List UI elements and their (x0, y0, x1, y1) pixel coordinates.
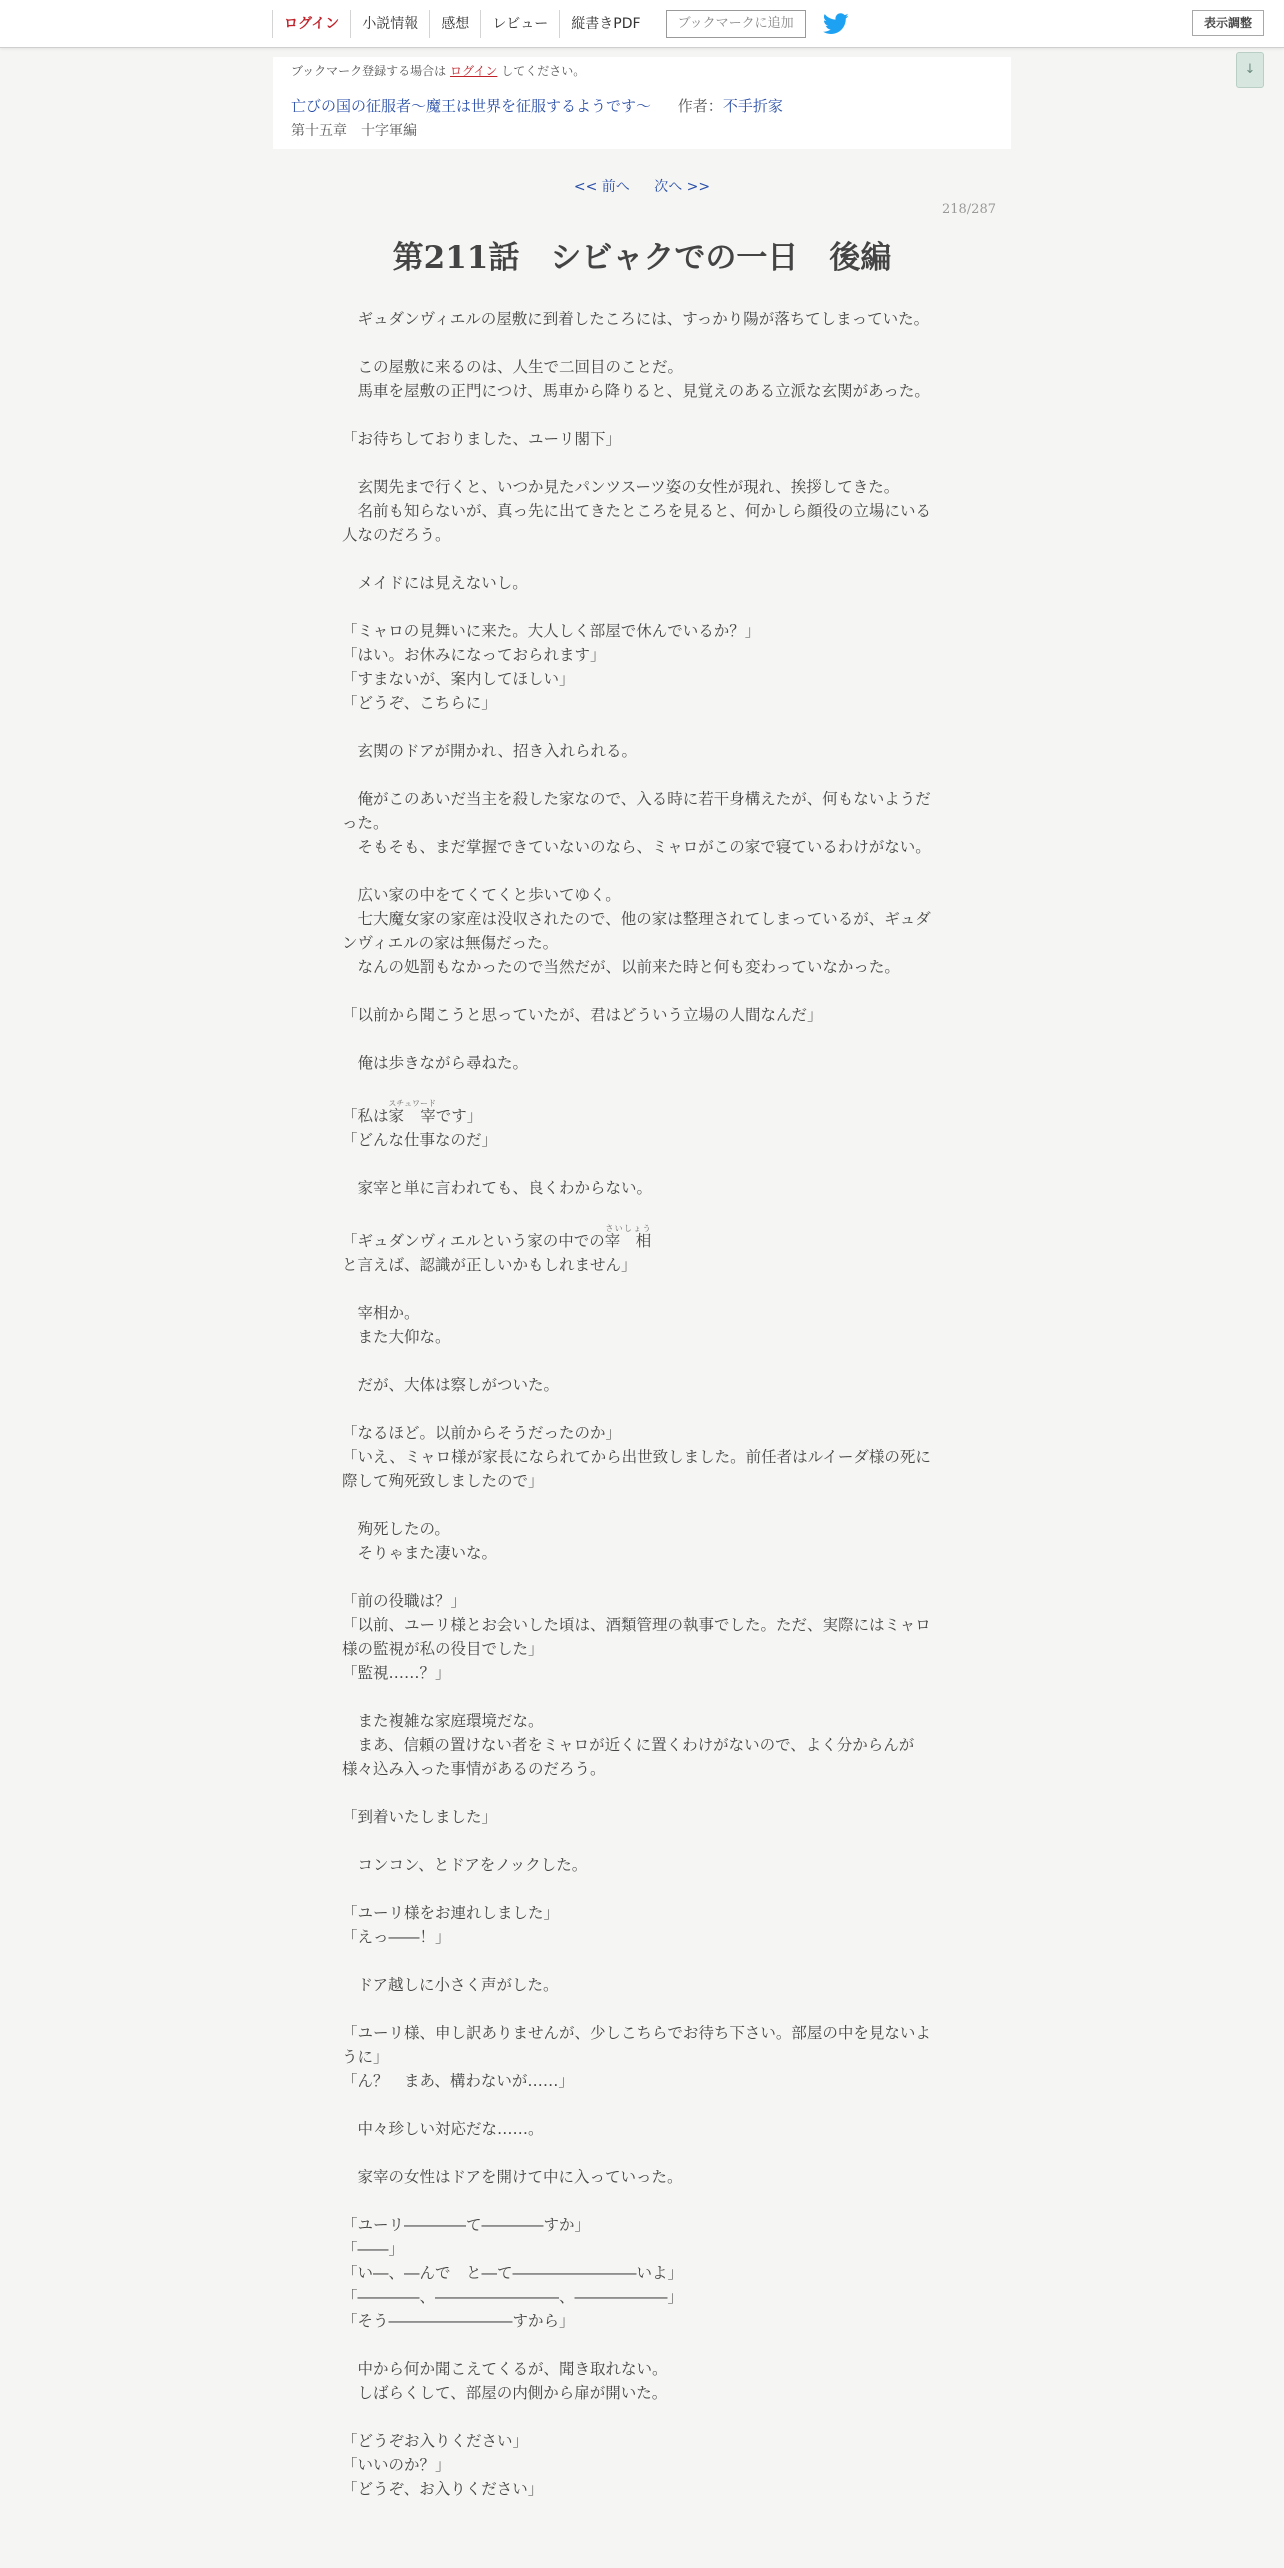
novel-info-box (273, 57, 1011, 149)
text-line: しばらくして、部屋の内側から扉が開いた。 (342, 2384, 668, 2402)
chapter-title: 第十五章 十字軍編 (291, 123, 417, 139)
text-line: 家宰と単に言われても、良くわからない。 (342, 1179, 653, 1197)
text-line (342, 1152, 942, 1176)
novel-body (342, 307, 942, 2501)
text-line (342, 1200, 942, 1224)
episode-count: 218/287 (941, 202, 996, 217)
text-line: 中々珍しい対応だな……。 (342, 2120, 544, 2138)
text-line (342, 1829, 942, 1853)
text-line (342, 1781, 942, 1805)
text-line: 「前の役職は？」 (342, 1592, 467, 1610)
text-line: 「――――、――――――――、――――――」 (342, 2288, 684, 2306)
text-line: 「ユーリ――――て――――すか」 (342, 2216, 591, 2234)
text-line (342, 2141, 942, 2165)
text-line: 「ミャロの見舞いに来た。大人しく部屋で休んでいるか？」 (342, 622, 761, 640)
text-line: 名前も知らないが、真っ先に出てきたところを見ると、何かしら顔役の立場にいる人なのだろう。 (342, 502, 932, 544)
text-line (342, 1027, 942, 1051)
prev-page-link[interactable]: << 前へ (573, 179, 630, 195)
text-line: 玄関のドアが開かれ、招き入れられる。 (342, 742, 637, 760)
display-settings-button[interactable]: 表示調整 (1192, 10, 1264, 36)
episode-title: 第211話 シビャクでの一日 後編 (392, 240, 892, 276)
text-line: 殉死したの。 (342, 1520, 450, 1538)
text-line (342, 331, 942, 355)
text-line: ギュダンヴィエルの屋敷に到着したころには、すっかり陽が落ちてしまっていた。 (342, 310, 930, 328)
nav-novel-info[interactable]: 小説情報 (350, 10, 429, 38)
text-line: 俺がこのあいだ当主を殺した家なので、入る時に若干身構えたが、何もないようだった。 (342, 790, 931, 832)
text-line (342, 547, 942, 571)
text-line (342, 2189, 942, 2213)
nav-vertical-pdf[interactable]: 縦書きPDF (559, 10, 651, 38)
top-bar (0, 0, 1284, 48)
ruby-saisho: 宰 相さいしょう (604, 1224, 652, 1250)
text-line (342, 403, 942, 427)
text-line: そもそも、まだ掌握できていないのなら、ミャロがこの家で寝ているわけがない。 (342, 838, 931, 856)
text-line: コンコン、とドアをノックした。 (342, 1856, 588, 1874)
header-nav (272, 10, 849, 38)
text-line: また複雑な家庭環境だな。 (342, 1712, 544, 1730)
text-line: 玄関先まで行くと、いつか見たパンツスーツ姿の女性が現れ、挨拶してきた。 (342, 478, 900, 496)
text-line: まあ、信頼の置けない者をミャロが近くに置くわけがないので、よく分からんが様々込み入った事情があるのだろう。 (342, 1736, 915, 1778)
text-line (342, 451, 942, 475)
text-line: 宰相か。 (342, 1304, 420, 1322)
text-line (342, 979, 942, 1003)
ruby-kasai: 家 宰スチュワード (388, 1099, 436, 1125)
text-line: 馬車を屋敷の正門につけ、馬車から降りると、見覚えのある立派な玄関があった。 (342, 382, 930, 400)
text-line: 「すまないが、案内してほしい」 (342, 670, 575, 688)
text-line: 「どうぞお入りください」 (342, 2432, 529, 2450)
text-line: だが、大体は察しがついた。 (342, 1376, 560, 1394)
text-line: 中から何か聞こえてくるが、聞き取れない。 (342, 2360, 668, 2378)
text-line (342, 1877, 942, 1901)
text-line (342, 1949, 942, 1973)
novel-title-link[interactable]: 亡びの国の征服者～魔王は世界を征服するようです～ (291, 97, 652, 115)
text-line: 「い―、―んで と―て――――――――いよ」 (342, 2264, 684, 2282)
text-line (342, 2405, 942, 2429)
text-line (342, 1075, 942, 1099)
text-line (342, 2333, 942, 2357)
notice-login-link[interactable]: ログイン (450, 64, 498, 78)
pager (0, 176, 1284, 196)
text-line: 広い家の中をてくてくと歩いてゆく。 (342, 886, 621, 904)
text-line: 「以前から聞こうと思っていたが、君はどういう立場の人間なんだ」 (342, 1006, 823, 1024)
text-line: 家宰の女性はドアを開けて中に入っていった。 (342, 2168, 683, 2186)
twitter-bird-icon[interactable] (823, 13, 849, 35)
next-page-link[interactable]: 次へ >> (654, 179, 711, 195)
novel-title-line (291, 95, 783, 116)
text-line: この屋敷に来るのは、人生で二回目のことだ。 (342, 358, 684, 376)
text-line: 「そう――――――――すから」 (342, 2312, 575, 2330)
text-line: 「ユーリ様、申し訳ありませんが、少しこちらでお待ち下さい。部屋の中を見ないように」 (342, 2024, 931, 2066)
author-link[interactable]: 不手折家 (722, 97, 783, 115)
text-line (342, 715, 942, 739)
text-line: 「――」 (342, 2240, 405, 2258)
text-line: 「いいのか？」 (342, 2456, 451, 2474)
text-line: 「なるほど。以前からそうだったのか」 (342, 1424, 622, 1442)
text-line (342, 1349, 942, 1373)
text-line (342, 1997, 942, 2021)
text-line: なんの処罰もなかったので当然だが、以前来た時と何も変わっていなかった。 (342, 958, 900, 976)
text-line (342, 2093, 942, 2117)
text-line: ドア越しに小さく声がした。 (342, 1976, 559, 1994)
text-line: 俺は歩きながら尋ねた。 (342, 1054, 529, 1072)
text-line (342, 859, 942, 883)
text-line (342, 1565, 942, 1589)
text-line: 「お待ちしておりました、ユーリ閣下」 (342, 430, 622, 448)
text-line: また大仰な。 (342, 1328, 451, 1346)
text-line: メイドには見えないし。 (342, 574, 528, 592)
text-line-saisho: 「ギュダンヴィエルという家の中での宰 相さいしょうと言えば、認識が正しいかもしれません」 (342, 1224, 652, 1274)
nav-review[interactable]: レビュー (480, 10, 559, 38)
text-line: 「ん？ まあ、構わないが……」 (342, 2072, 574, 2090)
text-line (342, 1397, 942, 1421)
text-line: 「はい。お休みになっておられます」 (342, 646, 606, 664)
text-line: 七大魔女家の家産は没収されたので、他の家は整理されてしまっているが、ギュダンヴィエルの家は無傷だった。 (342, 910, 931, 952)
login-notice: ブックマーク登録する場合は ログイン してください。 (291, 64, 586, 78)
scroll-down-button[interactable]: ↓ (1236, 52, 1264, 88)
text-line (342, 1277, 942, 1301)
text-line-kasai: 「私は家 宰スチュワードです」 (342, 1099, 483, 1125)
text-line: 「監視……？」 (342, 1664, 451, 1682)
text-line (342, 595, 942, 619)
text-line: 「以前、ユーリ様とお会いした頃は、酒類管理の執事でした。ただ、実際にはミャロ様の監視が私の役目でした」 (342, 1616, 931, 1658)
text-line: 「えっ――！」 (342, 1928, 451, 1946)
add-bookmark-button[interactable]: ブックマークに追加 (666, 10, 806, 38)
nav-login[interactable]: ログイン (272, 10, 350, 38)
text-line (342, 1685, 942, 1709)
text-line (342, 763, 942, 787)
text-line: 「いえ、ミャロ様が家長になられてから出世致しました。前任者はルイーダ様の死に際して殉死致しましたので」 (342, 1448, 931, 1490)
text-line: そりゃまた凄いな。 (342, 1544, 498, 1562)
text-line: 「到着いたしました」 (342, 1808, 498, 1826)
text-line (342, 1493, 942, 1517)
text-line: 「どんな仕事なのだ」 (342, 1131, 498, 1149)
text-line: 「ユーリ様をお連れしました」 (342, 1904, 560, 1922)
text-line: 「どうぞ、お入りください」 (342, 2480, 544, 2498)
text-line: 「どうぞ、こちらに」 (342, 694, 497, 712)
nav-impressions[interactable]: 感想 (429, 10, 480, 38)
author-label: 作者： (677, 97, 723, 115)
